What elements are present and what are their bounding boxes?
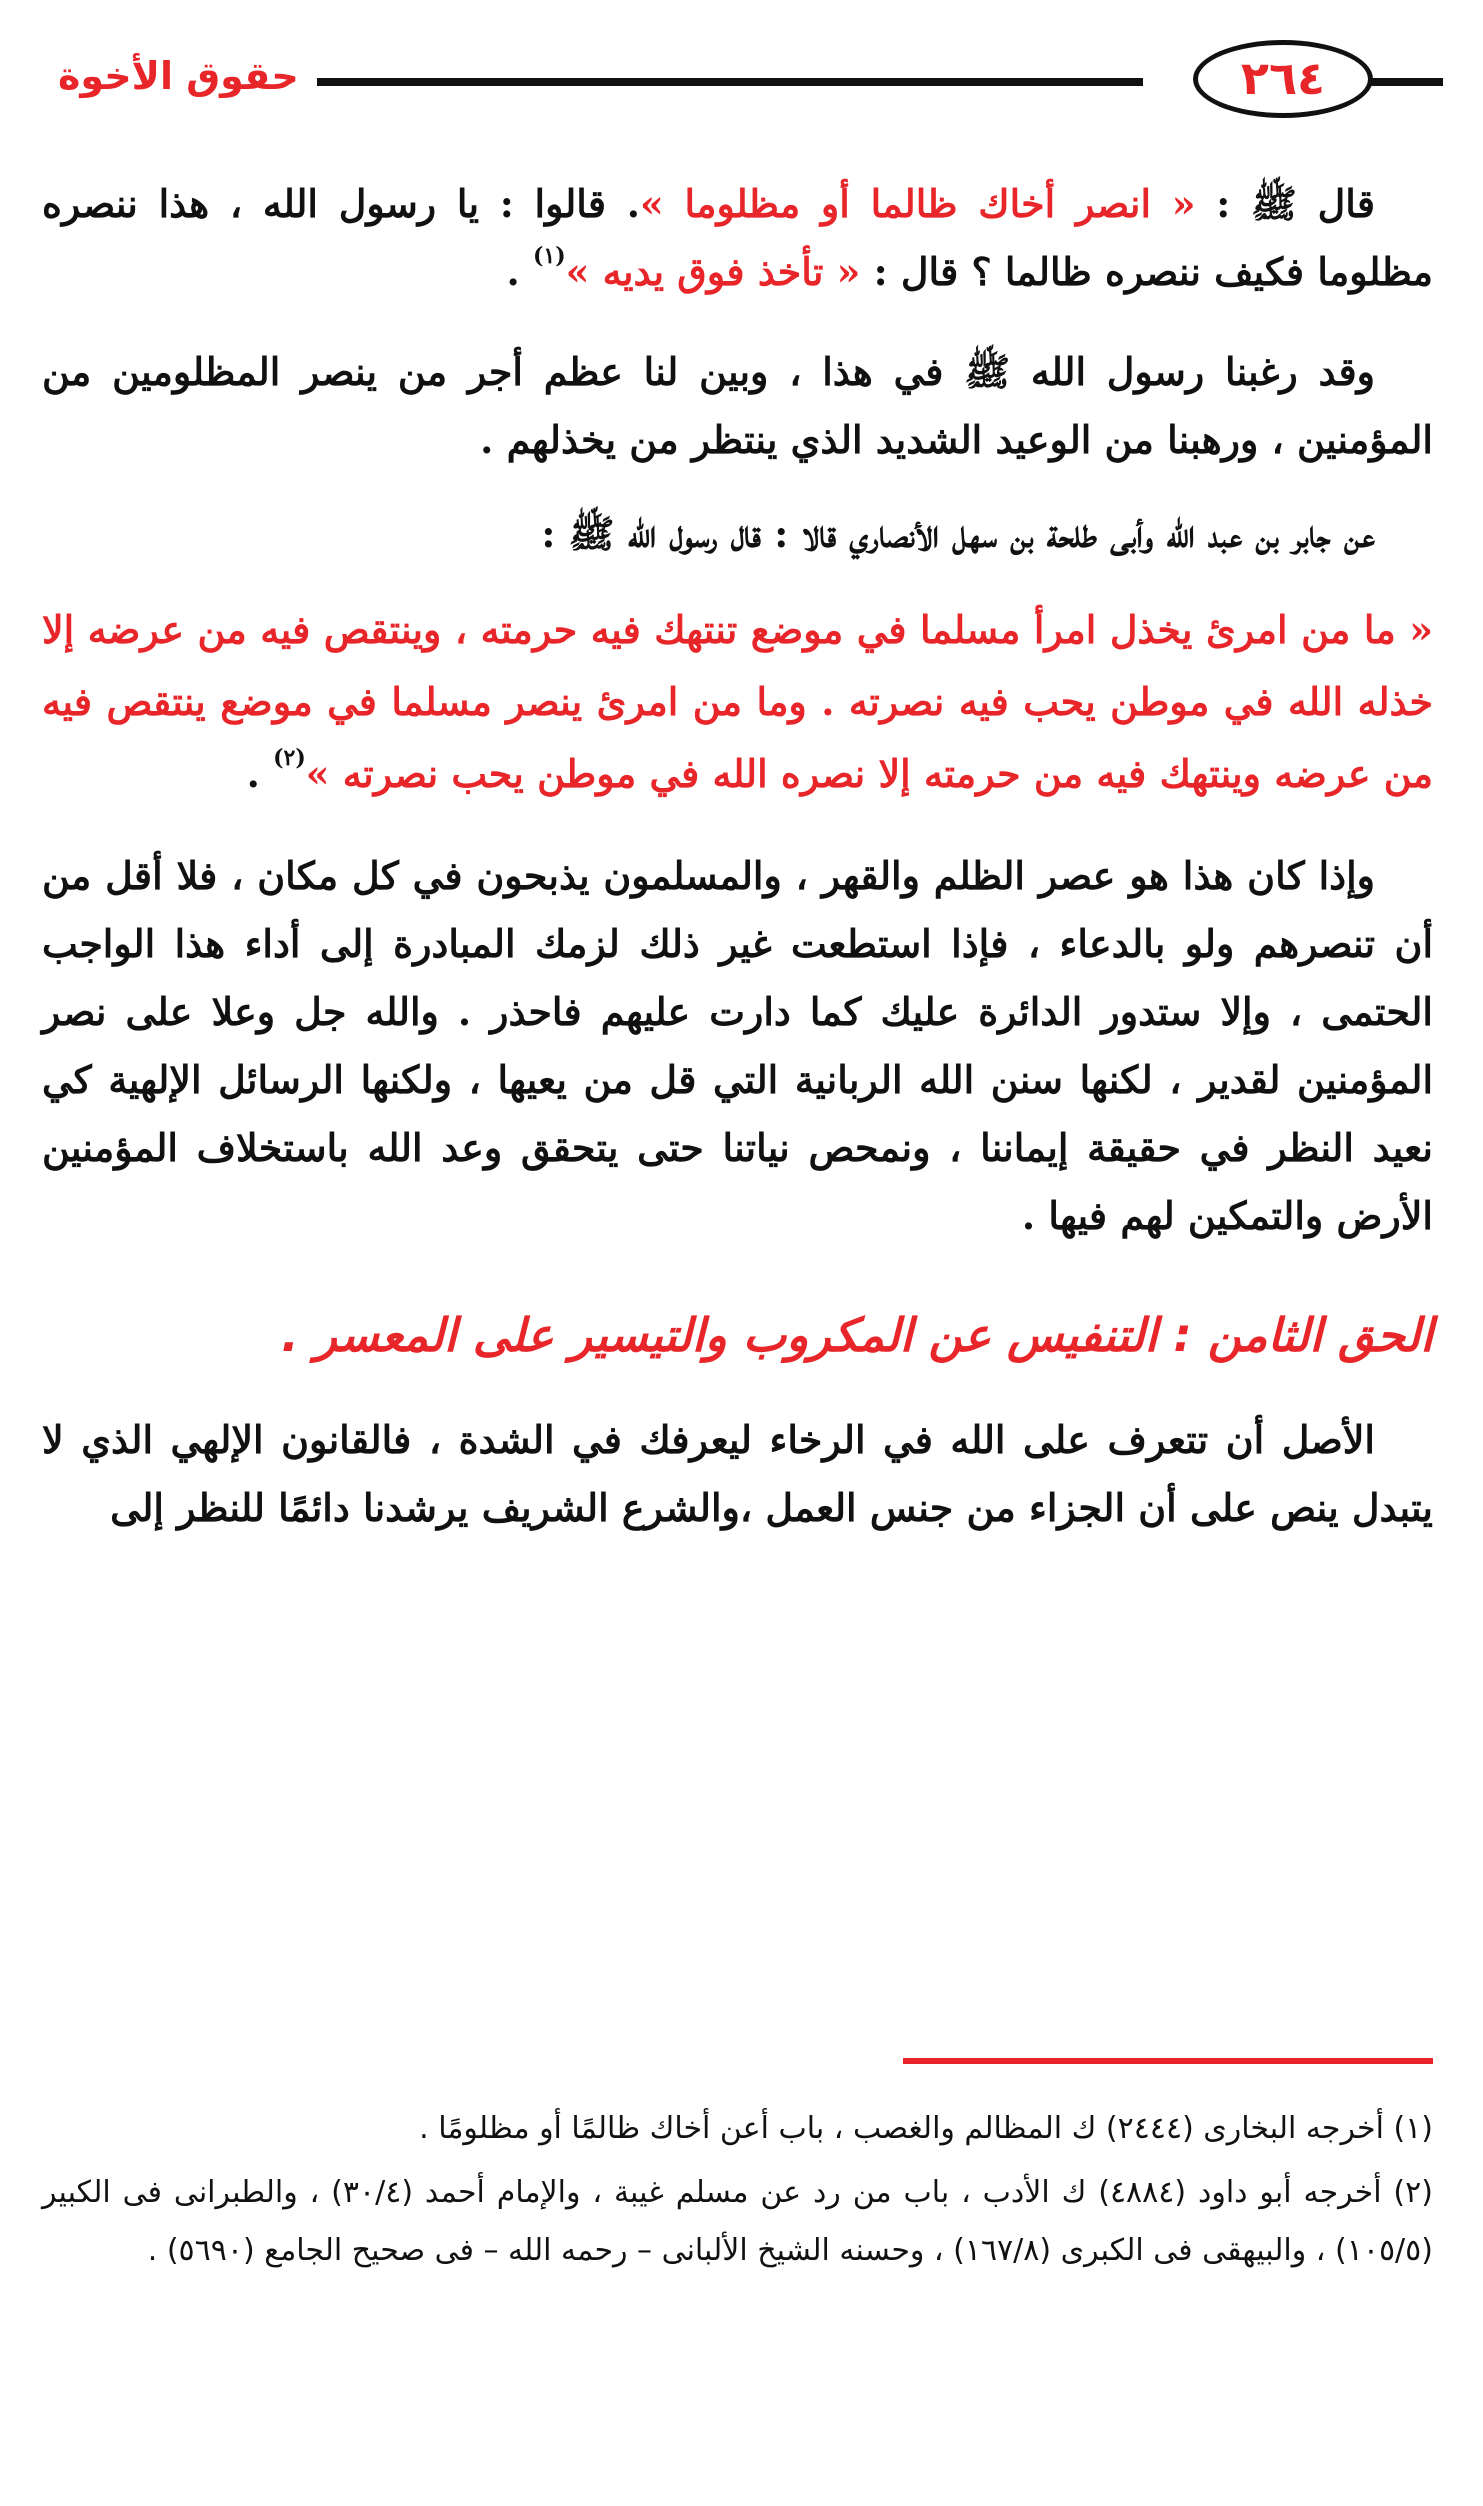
hadith-quote-2: « تأخذ فوق يديه »	[565, 249, 861, 294]
page-number: ٢٦٤	[1193, 40, 1373, 118]
paragraph-5: وإذا كان هذا هو عصر الظلم والقهر ، والمسلمون يذبحون في كل مكان ، فلا أقل من أن تنصرهم ولو بالدعاء ، فإذا استطعت غير ذلك لزمك المبادرة إلى أداء هذا الواجب الحتمى ، وإلا ستدور الدائرة عليك كما دارت عليهم فاحذر . والله جل وعلا على نصر المؤمنين لقدير ، لكنها سنن الله الربانية التي قل من يعيها ، ولكنها الرسائل الإلهية كي نعيد النظر في حقيقة إيماننا ، ونمحص نياتنا حتى يتحقق وعد الله باستخلاف المؤمنين الأرض والتمكين لهم فيها .	[42, 853, 1433, 1238]
footnote-ref-2: (٢)	[273, 745, 306, 771]
footnote-2: (٢) أخرجه أبو داود (٤٨٨٤) ك الأدب ، باب من رد عن مسلم غيبة ، والإمام أحمد (٣٠/٤) ، والطبرانى فى الكبير (١٠٥/٥) ، والبيهقى فى الكبرى (١٦٧/٨) ، وحسنه الشيخ الألبانى – رحمه الله – فى صحيح الجامع (٥٦٩٠) .	[42, 2175, 1433, 2268]
page-header	[50, 40, 1443, 120]
footnote-rule	[903, 2058, 1433, 2064]
paragraph-3: عن جابر بن عبد الله وأبى طلحة بن سهل الأنصاري قالا : قال رسول الله ﷺ :	[541, 511, 1375, 556]
paragraph-6: الأصل أن تتعرف على الله في الرخاء ليعرفك في الشدة ، فالقانون الإلهي الذي لا يتبدل ينص على أن الجزاء من جنس العمل ،والشرع الشريف يرشدنا دائمًا للنظر إلى	[42, 1417, 1433, 1530]
p1-mid: . قالوا : يا رسول الله ، هذا ننصره مظلوما فكيف ننصره ظالما ؟ قال :	[42, 181, 1433, 294]
hadith-quote-1: « انصر أخاك ظالما أو مظلوما »	[640, 181, 1196, 226]
running-title: حقوق الأخوة	[50, 54, 317, 98]
paragraph-2: وقد رغبنا رسول الله ﷺ في هذا ، وبين لنا عظم أجر من ينصر المظلومين من المؤمنين ، ورهبنا من الوعيد الشديد الذي ينتظر من يخذلهم .	[42, 349, 1433, 462]
footnotes	[42, 2100, 1433, 2286]
p1-end: .	[506, 249, 533, 294]
hadith-quote-block	[42, 594, 1433, 816]
footnote-1: (١) أخرجه البخارى (٢٤٤٤) ك المظالم والغصب ، باب أعن أخاك ظالمًا أو مظلومًا .	[419, 2111, 1433, 2146]
section-heading: الحق الثامن : التنفيس عن المكروب والتيسير على المعسر .	[281, 1308, 1433, 1362]
p1-lead: قال ﷺ :	[1195, 181, 1375, 226]
main-text	[42, 170, 1433, 1568]
footnote-ref-1: (١)	[532, 243, 566, 269]
p4-end: .	[246, 751, 274, 796]
hadith-quote-text: « ما من امرئ يخذل امرأ مسلما في موضع تنتهك فيه حرمته ، وينتقص فيه من عرضه إلا خذله الله في موطن يحب فيه نصرته . وما من امرئ ينصر مسلما في موضع ينتقص فيه من عرضه وينتهك فيه من حرمته إلا نصره الله في موطن يحب نصرته »	[42, 607, 1433, 796]
paragraph-1	[42, 170, 1433, 312]
